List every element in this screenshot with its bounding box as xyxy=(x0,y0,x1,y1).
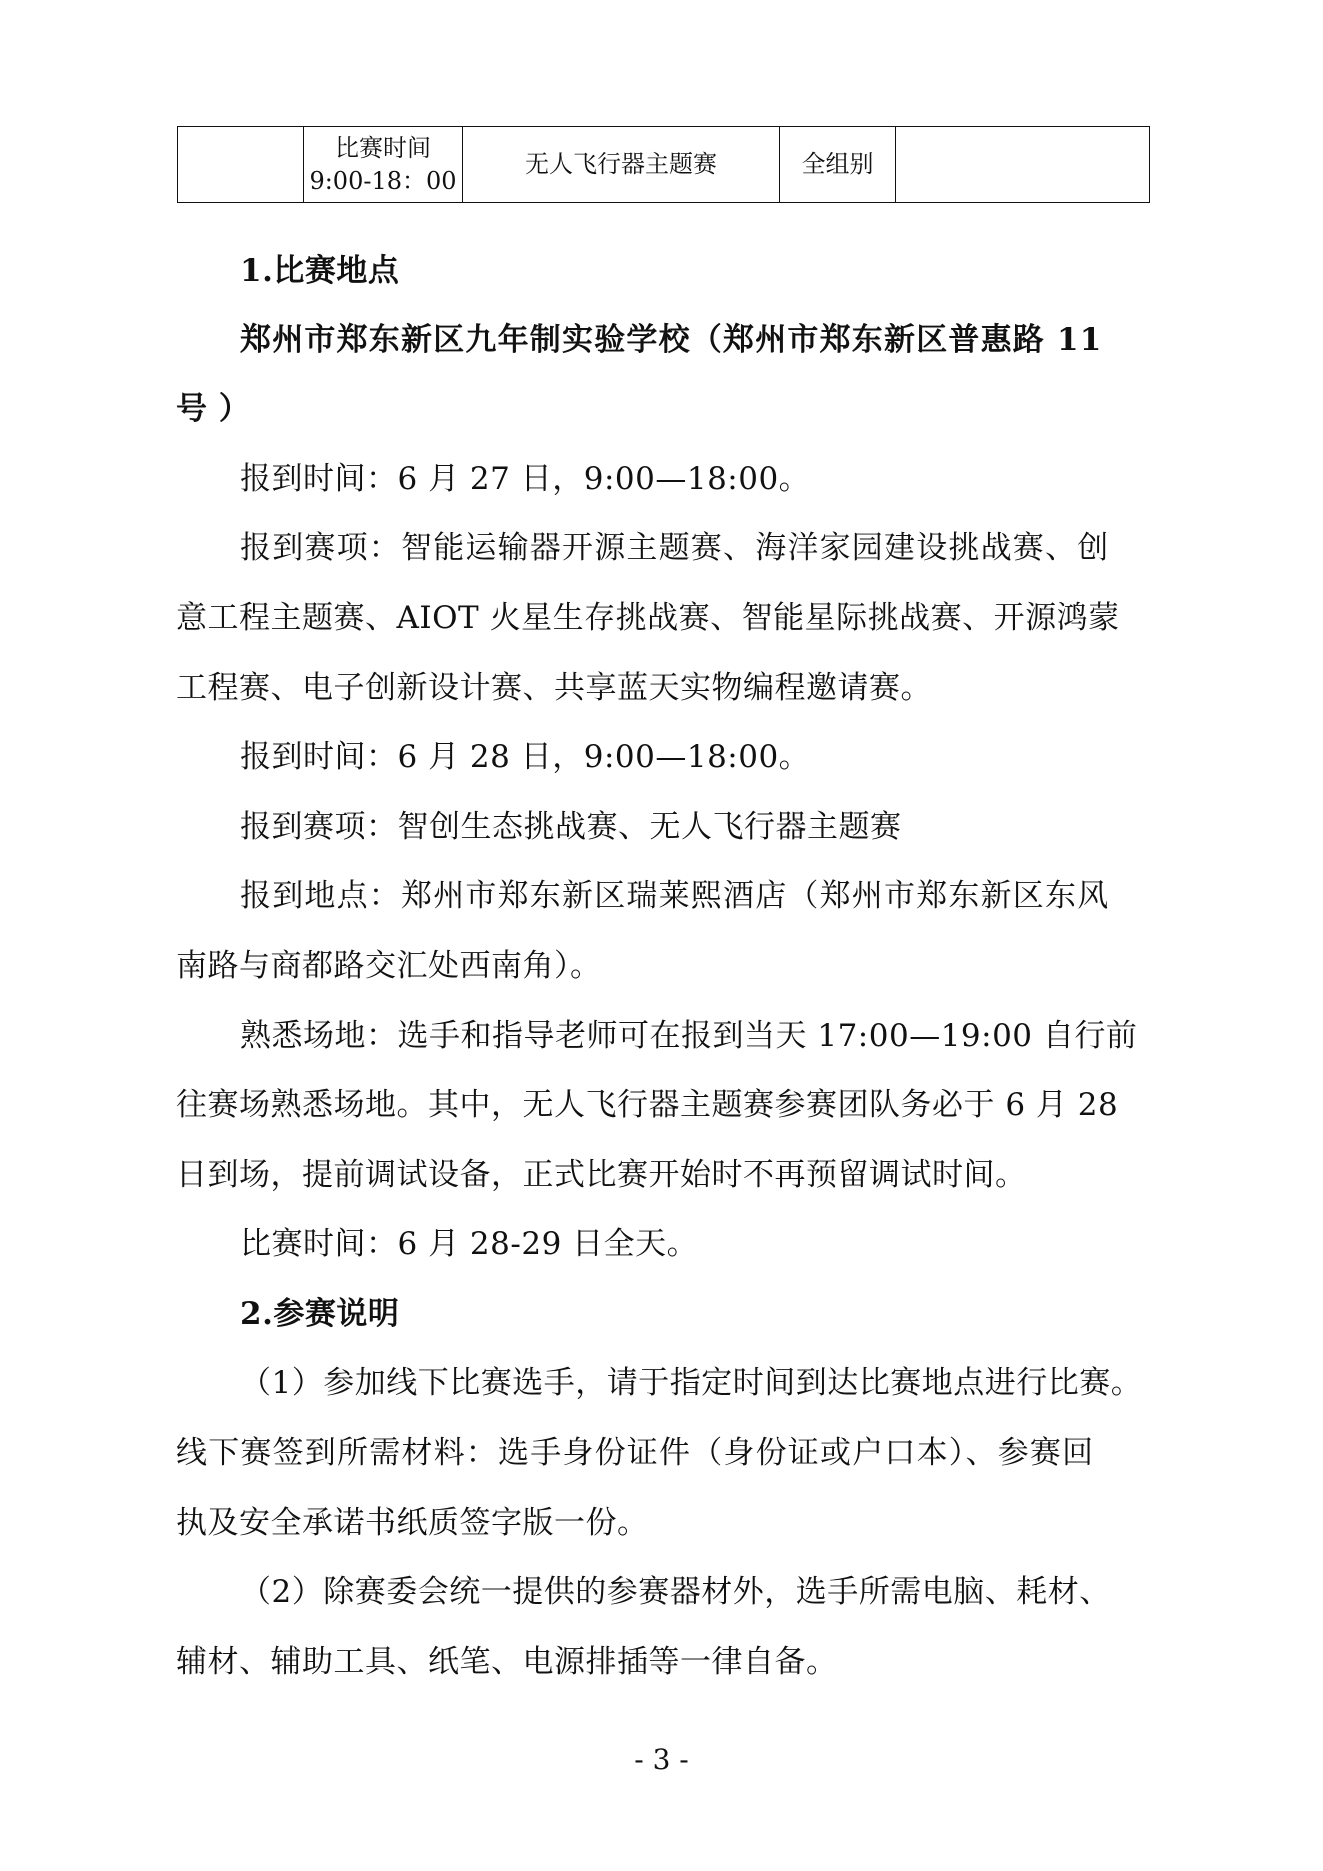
note-2-line-2: 辅材、辅助工具、纸笔、电源排插等一律自备。 xyxy=(176,1644,838,1680)
familiarize-line-2: 往赛场熟悉场地。其中，无人飞行器主题赛参赛团队务必于 6 月 28 xyxy=(176,1087,1119,1123)
table-row xyxy=(178,127,1150,203)
venue-line-1: 郑州市郑东新区九年制实验学校（郑州市郑东新区普惠路 11 xyxy=(240,322,1103,358)
table-cell-group: 全组别 xyxy=(780,127,896,203)
checkin-events-1-line-2: 意工程主题赛、AIOT 火星生存挑战赛、智能星际挑战赛、开源鸿蒙 xyxy=(176,600,1120,636)
contest-time: 比赛时间：6 月 28-29 日全天。 xyxy=(240,1226,699,1262)
venue-line-2: 号 ） xyxy=(176,391,251,427)
table-cell-time xyxy=(304,127,463,203)
table-cell-event: 无人飞行器主题赛 xyxy=(463,127,780,203)
heading-instructions: 2.参赛说明 xyxy=(240,1296,400,1332)
table-cell-empty-1 xyxy=(178,127,304,203)
checkin-time-2: 报到时间：6 月 28 日，9:00—18:00。 xyxy=(240,739,811,775)
note-1-line-2: 线下赛签到所需材料：选手身份证件（身份证或户口本）、参赛回 xyxy=(176,1435,1095,1471)
note-1-line-1: （1）参加线下比赛选手，请于指定时间到达比赛地点进行比赛。 xyxy=(240,1365,1143,1401)
checkin-events-2: 报到赛项：智创生态挑战赛、无人飞行器主题赛 xyxy=(240,809,902,845)
checkin-place-line-2: 南路与商都路交汇处西南角）。 xyxy=(176,948,602,984)
cell-time-label: 比赛时间 xyxy=(335,133,431,162)
checkin-place-line-1: 报到地点：郑州市郑东新区瑞莱熙酒店（郑州市郑东新区东风 xyxy=(240,878,1110,914)
schedule-table xyxy=(177,126,1150,203)
table-cell-empty-5 xyxy=(896,127,1150,203)
checkin-events-1-line-1: 报到赛项：智能运输器开源主题赛、海洋家园建设挑战赛、创 xyxy=(240,530,1110,566)
heading-venue: 1.比赛地点 xyxy=(240,253,400,289)
checkin-events-1-line-3: 工程赛、电子创新设计赛、共享蓝天实物编程邀请赛。 xyxy=(176,670,932,706)
checkin-time-1: 报到时间：6 月 27 日，9:00—18:00。 xyxy=(240,461,811,497)
note-2-line-1: （2）除赛委会统一提供的参赛器材外，选手所需电脑、耗材、 xyxy=(240,1574,1111,1610)
familiarize-line-3: 日到场，提前调试设备，正式比赛开始时不再预留调试时间。 xyxy=(176,1157,1027,1193)
note-1-line-3: 执及安全承诺书纸质签字版一份。 xyxy=(176,1505,649,1541)
page-number: - 3 - xyxy=(634,1743,689,1776)
familiarize-line-1: 熟悉场地：选手和指导老师可在报到当天 17:00—19:00 自行前 xyxy=(240,1018,1138,1054)
cell-time-value: 9:00-18：00 xyxy=(309,166,457,195)
